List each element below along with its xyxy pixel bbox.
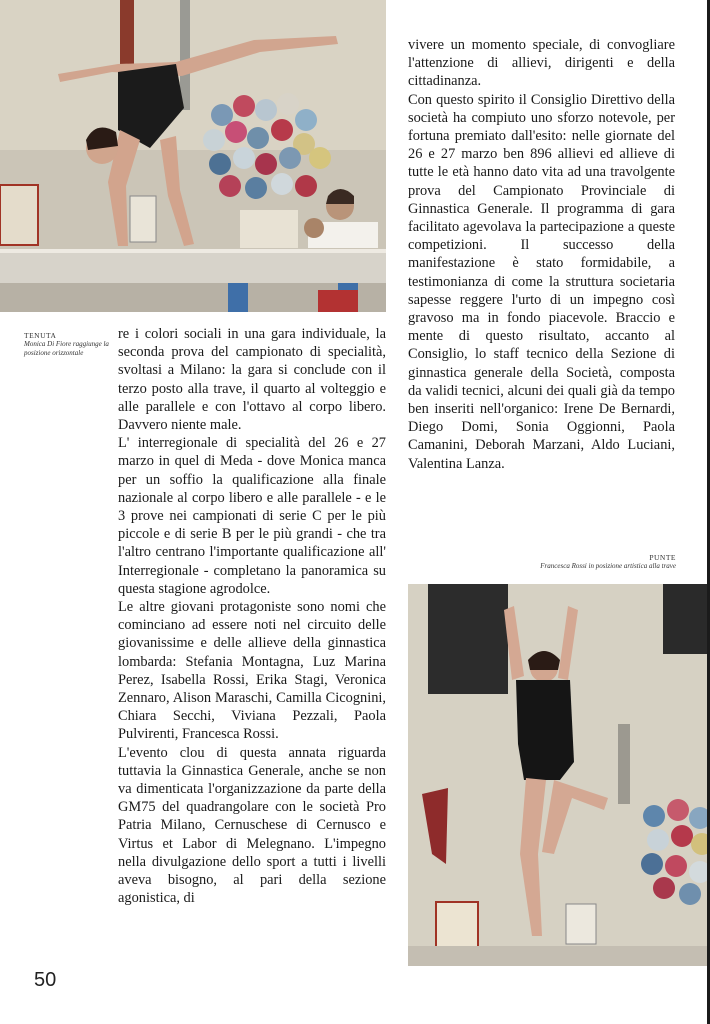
article-column-left: [118, 325, 386, 908]
caption-text: Monica Di Fiore raggiunge la posizione orizzontale: [24, 340, 109, 357]
caption-title: PUNTE: [649, 553, 676, 562]
paragraph: Le altre giovani protagoniste sono nomi che cominciano ad essere noti nel circuito delle giovanissime e delle allieve della ginnastica lombarda: Stefania Montagna, Luz Marina Perez, Isabella Rossi, Erika Stagi, Veronica Zennaro, Alison Maraschi, Camilla Cicognini, Chiara Secchi, Viviana Pezzali, Paola Pulvirenti, Francesca Rossi.: [118, 599, 386, 743]
paragraph: L'evento clou di questa annata riguarda tuttavia la Ginnastica Generale, anche se non va dimenticata l'organizzazione da parte della GM75 del quadrangolare con le società Pro Patria Milano, Cernuschese di Cernusco e Virtus et Labor di Melegnano. L'impegno nella divulgazione dello sport a tutti i livelli aveva bisogno, al pari della sezione agonistica, di: [118, 744, 386, 907]
photo-caption-bottom: [436, 553, 676, 571]
page-number: 50: [34, 969, 57, 991]
paragraph: re i colori sociali in una gara individuale, la seconda prova del campionato di specialità, svoltasi a Milano: la gara si conclude con il terzo posto alla trave, il quarto al volteggio e alle parallele e con l'ottavo al corpo libero. Davvero niente male.: [118, 326, 386, 434]
paragraph: vivere un momento speciale, di convogliare l'attenzione di allievi, dirigenti e della cittadinanza.: [408, 37, 675, 90]
caption-text: Francesca Rossi in posizione artistica alla trave: [540, 562, 676, 570]
article-column-right: [408, 36, 675, 473]
photo-gymnast-on-toes: [408, 584, 708, 966]
paragraph: Con questo spirito il Consiglio Direttivo della società ha compiuto uno sforzo notevole, per fortuna premiato dall'esito: nelle giornate del 26 e 27 marzo ben 896 allievi ed allieve di tutte le età hanno dato vita ad una travolgente prova del Campionato Provinciale di Ginnastica Generale. Il programma di gara facilitato agevolava la partecipazione a queste competizioni. Il successo della manifestazione è stato formidabile, a testimonianza di come la struttura societaria sapesse reggere l'urto di un impegno così gravoso ma in fondo piacevole. Braccio e mente di questo risultato, accanto al Consiglio, lo staff tecnico della Sezione di ginnastica generale della Società, composta da validi tecnici, alcuni dei quali già da tempo ben inseriti nell'organico: Irene De Bernardi, Diego Domi, Sonia Oggionni, Paola Camanini, Deborah Marzani, Aldo Luciani, Valentina Lanza.: [408, 91, 675, 472]
paragraph: L' interregionale di specialità del 26 e 27 marzo in quel di Meda - dove Monica manca per un soffio la qualificazione alla finale nazionale al corpo libero e alle parallele - e le 3 prove nei campionati di serie C per le più piccole e di serie B per le più grandi - che tra l'altro centrano l'importante qualificazione all' Interregionale - completano la panoramica su questa stagione agrodolce.: [118, 435, 386, 597]
photo-gymnast-beam-horizontal: [0, 0, 386, 312]
caption-title: TENUTA: [24, 331, 57, 340]
photo-caption-top: [24, 331, 110, 358]
